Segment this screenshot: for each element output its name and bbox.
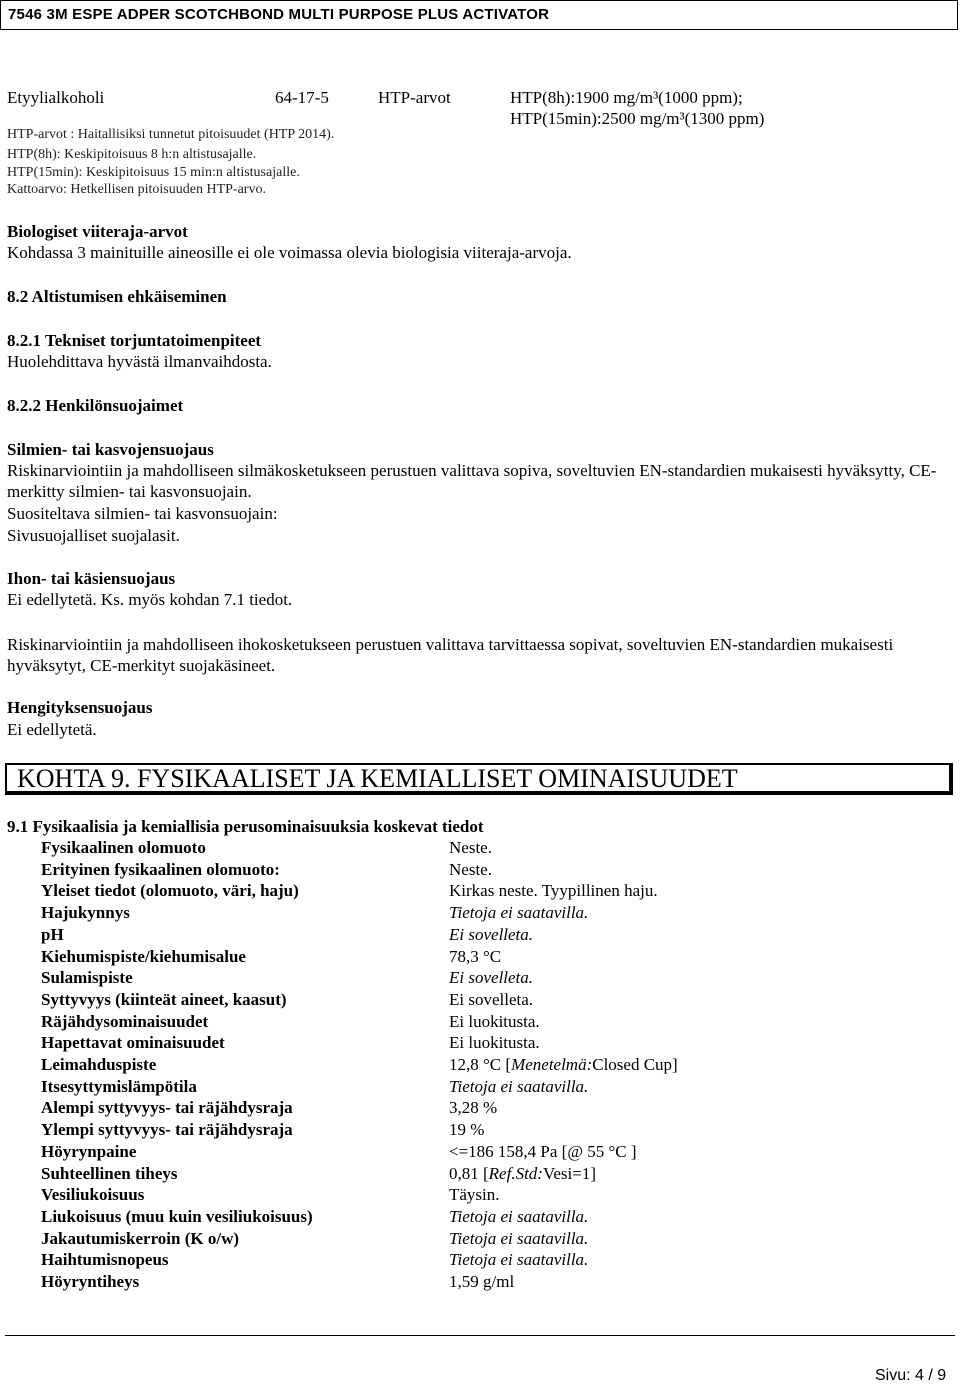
page-number: Sivu: 4 / 9 (875, 1367, 947, 1384)
section-9-1-heading: 9.1 Fysikaalisia ja kemiallisia perusominaisuuksia koskevat tiedot (7, 817, 484, 836)
property-value (449, 1142, 637, 1162)
bio-heading: Biologiset viiteraja-arvot (7, 222, 188, 241)
property-value-text: Ei sovelleta. (449, 990, 534, 1009)
section-8-2-heading: 8.2 Altistumisen ehkäiseminen (7, 287, 227, 306)
limit-value-8h: HTP(8h):1900 mg/m³(1000 ppm); (510, 88, 743, 107)
property-value (449, 1164, 596, 1184)
section-8-2-1-text: Huolehdittava hyvästä ilmanvaihdosta. (7, 352, 272, 371)
footer-divider (5, 1335, 955, 1336)
property-value (449, 990, 533, 1010)
property-value-text: Tietoja ei saatavilla. (449, 1229, 589, 1248)
eye-protection-text: Riskinarviointiin ja mahdolliseen silmäkosketukseen perustuen valittava sopiva, soveltuvien EN-standardien mukaisesti hyväksytty, CE-merkitty silmien- tai kasvonsuojain. (7, 461, 937, 501)
property-value-text: Tietoja ei saatavilla. (449, 1250, 589, 1269)
property-value-text: 3,28 % (449, 1098, 498, 1117)
property-value-text: Ei sovelleta. (449, 968, 534, 987)
property-value (449, 860, 492, 880)
substance-name: Etyylialkoholi (7, 88, 105, 107)
section-9-title: KOHTA 9. FYSIKAALISET JA KEMIALLISET OMINAISUUDET (17, 764, 738, 793)
note-8h: HTP(8h): Keskipitoisuus 8 h:n altistusajalle. (7, 147, 257, 162)
property-label: Jakautumiskerroin (K o/w) (41, 1229, 240, 1248)
note-htp: HTP-arvot : Haitallisiksi tunnetut pitoisuudet (HTP 2014). (7, 127, 335, 142)
property-value-text: 78,3 °C (449, 947, 502, 966)
property-label: Hapettavat ominaisuudet (41, 1033, 225, 1052)
property-value (449, 1272, 514, 1292)
property-value (449, 1120, 484, 1140)
property-label: Höyryntiheys (41, 1272, 140, 1291)
property-value-text: Neste. (449, 860, 492, 879)
section-8-2-1-heading: 8.2.1 Tekniset torjuntatoimenpiteet (7, 331, 262, 350)
respiratory-heading: Hengityksensuojaus (7, 698, 153, 717)
property-value (449, 1207, 588, 1227)
property-label: Suhteellinen tiheys (41, 1164, 178, 1183)
property-value-text: Ei sovelleta. (449, 925, 534, 944)
eye-recommended-value: Sivusuojalliset suojalasit. (7, 526, 180, 545)
property-value (449, 1250, 588, 1270)
property-value-end: Vesi=1] (542, 1164, 596, 1183)
property-label: Alempi syttyvyys- tai räjähdysraja (41, 1098, 293, 1117)
property-value-text: Tietoja ei saatavilla. (449, 903, 589, 922)
property-label: Syttyvyys (kiinteät aineet, kaasut) (41, 990, 287, 1009)
property-value (449, 1077, 588, 1097)
property-label: Haihtumisnopeus (41, 1250, 169, 1269)
property-value (449, 1229, 588, 1249)
property-value (449, 1012, 540, 1032)
note-ceiling: Kattoarvo: Hetkellisen pitoisuuden HTP-arvo. (7, 182, 266, 197)
property-value (449, 838, 492, 858)
property-label: Höyrynpaine (41, 1142, 137, 1161)
property-value (449, 1033, 540, 1053)
property-value-text: Ei luokitusta. (449, 1033, 540, 1052)
property-value (449, 903, 588, 923)
property-label: Vesiliukoisuus (41, 1185, 145, 1204)
property-label: Räjähdysominaisuudet (41, 1012, 209, 1031)
bio-text: Kohdassa 3 mainituille aineosille ei ole voimassa olevia biologisia viiteraja-arvoja. (7, 243, 572, 262)
property-value (449, 968, 533, 988)
limit-type: HTP-arvot (378, 88, 451, 107)
product-title: 7546 3M ESPE ADPER SCOTCHBOND MULTI PURPOSE PLUS ACTIVATOR (8, 6, 550, 23)
property-value-text: Tietoja ei saatavilla. (449, 1077, 589, 1096)
property-value-method: Menetelmä: (511, 1055, 593, 1074)
property-value-text: Täysin. (449, 1185, 500, 1204)
property-value-text: 1,59 g/ml (449, 1272, 515, 1291)
property-value-method: Ref.Std: (488, 1164, 543, 1183)
note-15min: HTP(15min): Keskipitoisuus 15 min:n altistusajalle. (7, 165, 300, 180)
property-value-text: Tietoja ei saatavilla. (449, 1207, 589, 1226)
property-value (449, 1185, 500, 1205)
skin-protection-text-2: Riskinarviointiin ja mahdolliseen ihokosketukseen perustuen valittava tarvittaessa sopivat, soveltuvien EN-standardien mukaisesti hyväksytyt, CE-merkityt suojakäsineet. (7, 635, 894, 675)
property-value-text: Kirkas neste. Tyypillinen haju. (449, 881, 658, 900)
property-label: Sulamispiste (41, 968, 133, 987)
property-label: pH (41, 925, 64, 944)
property-label: Leimahduspiste (41, 1055, 157, 1074)
section-9-box (5, 763, 953, 795)
property-label: Ylempi syttyvyys- tai räjähdysraja (41, 1120, 293, 1139)
skin-protection-text-1: Ei edellytetä. Ks. myös kohdan 7.1 tiedot. (7, 590, 293, 609)
cas-number: 64-17-5 (275, 88, 329, 107)
property-label: Fysikaalinen olomuoto (41, 838, 206, 857)
property-value-end: Closed Cup] (592, 1055, 678, 1074)
property-value (449, 947, 501, 967)
property-value-text: Neste. (449, 838, 492, 857)
property-value (449, 1098, 497, 1118)
property-value (449, 881, 658, 901)
eye-recommended-label: Suositeltava silmien- tai kasvonsuojain: (7, 504, 278, 523)
property-label: Erityinen fysikaalinen olomuoto: (41, 860, 280, 879)
property-value-text: 12,8 °C [ (449, 1055, 512, 1074)
property-value-text: 0,81 [ (449, 1164, 489, 1183)
document-header (0, 0, 958, 30)
property-label: Liukoisuus (muu kuin vesiliukoisuus) (41, 1207, 313, 1226)
property-label: Yleiset tiedot (olomuoto, väri, haju) (41, 881, 299, 900)
property-value (449, 1055, 678, 1075)
property-value-text: Ei luokitusta. (449, 1012, 540, 1031)
property-value-text: <=186 158,4 Pa [@ 55 °C ] (449, 1142, 637, 1161)
property-label: Hajukynnys (41, 903, 130, 922)
eye-protection-heading: Silmien- tai kasvojensuojaus (7, 440, 214, 459)
section-8-2-2-heading: 8.2.2 Henkilönsuojaimet (7, 396, 184, 415)
limit-value-15min: HTP(15min):2500 mg/m³(1300 ppm) (510, 109, 765, 128)
respiratory-text: Ei edellytetä. (7, 720, 97, 739)
property-value (449, 925, 533, 945)
skin-protection-heading: Ihon- tai käsiensuojaus (7, 569, 176, 588)
property-label: Itsesyttymislämpötila (41, 1077, 197, 1096)
property-value-text: 19 % (449, 1120, 485, 1139)
property-label: Kiehumispiste/kiehumisalue (41, 947, 246, 966)
